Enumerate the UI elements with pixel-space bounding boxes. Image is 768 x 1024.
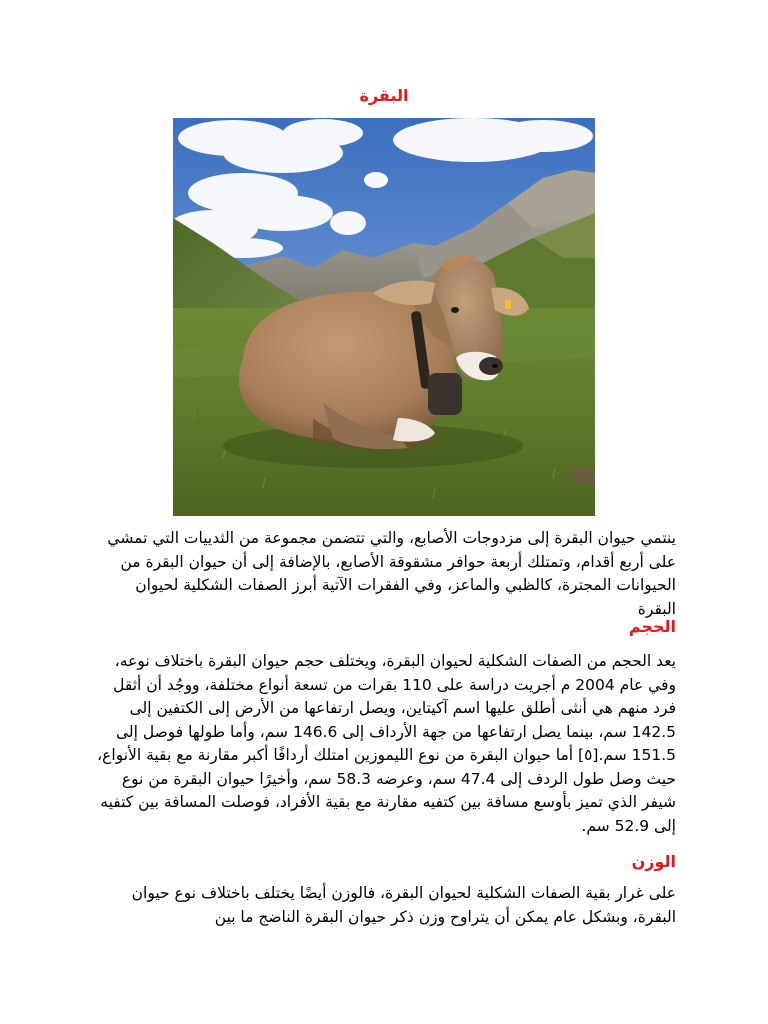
section-heading-size: الحجم bbox=[628, 617, 676, 636]
intro-text: ينتمي حيوان البقرة إلى مزدوجات الأصابع، والتي تتضمن مجموعة من الثدييات التي تمشي على أربع أقدام، وتمتلك أربعة حوافر مشقوقة الأصابع، بالإضافة إلى أن حيوان البقرة من الحيوانات المجترة، كالظبي والماعز، وفي الفقرات الآتية أبرز الصفات الشكلية لحيوان البقرة bbox=[107, 529, 676, 618]
intro-paragraph bbox=[96, 527, 676, 621]
section-heading-weight: الوزن bbox=[631, 852, 676, 871]
cow-photo-illustration bbox=[173, 118, 595, 516]
weight-paragraph bbox=[96, 882, 676, 929]
weight-text: على غرار بقية الصفات الشكلية لحيوان البقرة، فالوزن أيضًا يختلف باختلاف نوع حيوان البقرة، وبشكل عام يمكن أن يتراوح وزن ذكر حيوان البقرة الناضج ما بين bbox=[131, 884, 676, 926]
cow-photo bbox=[173, 118, 595, 516]
size-text: يعد الحجم من الصفات الشكلية لحيوان البقرة، ويختلف حجم حيوان البقرة باختلاف نوعه، وفي عام 2004 م أجريت دراسة على 110 بقرات من تسعة أنواع مختلفة، ووجُد أن أثقل فرد منهم هي أنثى أطلق عليها اسم آكيتاين، ويصل ارتفاعها من الأرض إلى الكتفين إلى 142.5 سم، بينما يصل ارتفاعها من جهة الأرداف إلى 146.6 سم، وأما طولها فوصل إلى 151.5 سم.[٥] أما حيوان البقرة من نوع الليموزين امتلك أردافًا أكبر مقارنة مع بقية الأنواع، حيث وصل طول الردف إلى 47.4 سم، وعرضه 58.3 سم، وأخيرًا حيوان البقرة من نوع شيفر الذي تميز بأوسع مسافة بين كتفيه مقارنة مع بقية الأفراد، فوصلت المسافة بين كتفيه إلى 52.9 سم. bbox=[97, 652, 676, 835]
page-title: البقرة bbox=[359, 86, 409, 105]
size-paragraph bbox=[96, 650, 676, 838]
